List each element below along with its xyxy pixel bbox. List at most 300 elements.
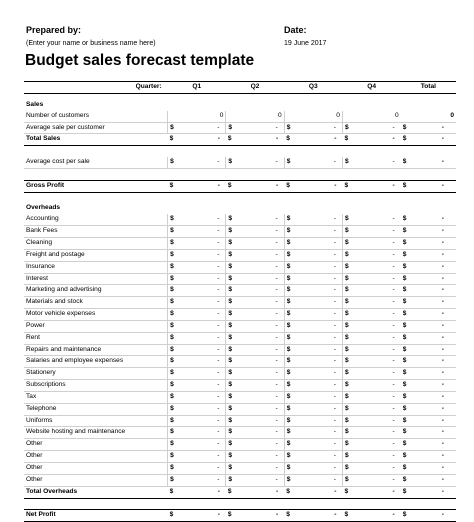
q1-cell[interactable] xyxy=(168,297,226,309)
currency-symbol: $ xyxy=(170,404,174,412)
q4-cell[interactable] xyxy=(342,226,400,238)
q3-cell[interactable] xyxy=(284,249,342,261)
currency-symbol: $ xyxy=(286,464,291,471)
q1-cell[interactable] xyxy=(168,356,226,368)
currency-symbol: $ xyxy=(228,392,233,400)
currency-symbol: $ xyxy=(344,440,349,448)
currency-symbol: $ xyxy=(170,286,174,294)
cell-value: - xyxy=(217,238,220,246)
cell-value: - xyxy=(275,428,278,436)
empty-cell xyxy=(226,192,284,203)
currency-symbol: $ xyxy=(344,333,349,341)
q3-cell[interactable] xyxy=(284,368,342,380)
cell-value: - xyxy=(217,158,220,166)
currency-symbol: $ xyxy=(286,345,291,353)
total-cell xyxy=(401,134,456,146)
cell-value: - xyxy=(275,487,279,495)
q2-cell[interactable] xyxy=(226,391,284,403)
cell-value: - xyxy=(441,392,444,400)
q2-cell[interactable] xyxy=(226,474,284,486)
currency-symbol: $ xyxy=(228,381,233,389)
q1-cell xyxy=(168,486,226,498)
q2-cell[interactable] xyxy=(226,332,284,344)
empty-cell xyxy=(401,498,456,510)
q1-cell[interactable] xyxy=(168,380,226,392)
currency-symbol: $ xyxy=(228,345,233,353)
q4-cell[interactable] xyxy=(342,237,400,249)
total-cell xyxy=(401,403,456,415)
cell-value: - xyxy=(217,345,220,353)
row-label: Gross Profit xyxy=(24,180,168,192)
cell-value: - xyxy=(333,381,336,389)
overhead-row xyxy=(24,439,456,451)
q3-cell[interactable] xyxy=(284,261,342,273)
q2-cell[interactable] xyxy=(226,427,284,439)
currency-symbol: $ xyxy=(344,404,349,412)
q4-cell[interactable] xyxy=(342,451,400,463)
q4-cell[interactable] xyxy=(342,285,400,297)
currency-symbol: $ xyxy=(228,298,233,306)
q4-cell[interactable] xyxy=(342,403,400,415)
q3-cell[interactable] xyxy=(284,463,342,475)
total-cell xyxy=(401,122,456,134)
currency-symbol: $ xyxy=(228,475,233,483)
q1-cell xyxy=(168,134,226,146)
q4-cell[interactable] xyxy=(342,273,400,285)
q4-cell[interactable] xyxy=(342,320,400,332)
empty-cell xyxy=(226,498,284,510)
empty-cell xyxy=(24,498,168,510)
currency-symbol: $ xyxy=(170,392,174,400)
cell-value: - xyxy=(441,286,444,294)
cell-value: - xyxy=(217,321,220,329)
q1-cell[interactable] xyxy=(168,427,226,439)
q2-cell[interactable] xyxy=(226,380,284,392)
cell-value: - xyxy=(441,511,444,519)
q3-cell[interactable] xyxy=(284,344,342,356)
date-value[interactable]: 19 June 2017 xyxy=(284,40,327,47)
row-label: Accounting xyxy=(24,214,168,225)
row-average-sale xyxy=(24,122,456,134)
currency-symbol: $ xyxy=(344,357,349,365)
currency-symbol: $ xyxy=(402,310,407,318)
q3-cell[interactable] xyxy=(284,320,342,332)
cell-value: - xyxy=(392,274,395,282)
q1-cell[interactable] xyxy=(168,237,226,249)
cell-value: - xyxy=(217,511,220,519)
quarter-label: Quarter: xyxy=(24,82,168,94)
q1-cell[interactable] xyxy=(168,122,226,134)
q2-cell[interactable] xyxy=(226,439,284,451)
q1-customers[interactable]: 0 xyxy=(168,111,226,122)
q3-cell[interactable] xyxy=(284,157,342,168)
cell-value: - xyxy=(333,310,336,318)
currency-symbol: $ xyxy=(169,487,174,495)
cell-value: - xyxy=(275,321,278,329)
q4-cell[interactable] xyxy=(342,463,400,475)
q4-cell[interactable] xyxy=(342,391,400,403)
empty-cell xyxy=(342,192,400,203)
q1-cell[interactable] xyxy=(168,368,226,380)
q3-cell xyxy=(284,134,342,146)
empty-cell xyxy=(284,146,342,157)
empty-cell xyxy=(168,146,226,157)
total-cell xyxy=(401,486,456,498)
row-gross-profit xyxy=(24,180,456,192)
total-customers: 0 xyxy=(401,111,456,122)
total-cell xyxy=(401,261,456,273)
currency-symbol: $ xyxy=(402,333,407,341)
total-cell xyxy=(401,427,456,439)
row-label: Other xyxy=(24,474,168,486)
currency-symbol: $ xyxy=(402,428,407,436)
q4-cell[interactable] xyxy=(342,249,400,261)
currency-symbol: $ xyxy=(169,181,174,189)
q1-cell[interactable] xyxy=(168,332,226,344)
overhead-row xyxy=(24,368,456,380)
currency-symbol: $ xyxy=(344,286,349,294)
currency-symbol: $ xyxy=(170,333,174,341)
q2-customers[interactable]: 0 xyxy=(226,111,284,122)
total-cell xyxy=(401,510,456,522)
overhead-row xyxy=(24,226,456,238)
cell-value: - xyxy=(441,369,444,377)
q3-cell[interactable] xyxy=(284,427,342,439)
total-cell xyxy=(401,463,456,475)
cell-value: - xyxy=(333,475,336,483)
q1-cell[interactable] xyxy=(168,451,226,463)
currency-symbol: $ xyxy=(286,215,291,223)
q4-cell[interactable] xyxy=(342,380,400,392)
currency-symbol: $ xyxy=(170,475,174,483)
total-cell xyxy=(401,380,456,392)
prepared-by-value[interactable]: (Enter your name or business name here) xyxy=(26,40,156,47)
q4-cell[interactable] xyxy=(342,439,400,451)
q2-cell[interactable] xyxy=(226,451,284,463)
q3-cell[interactable] xyxy=(284,214,342,225)
overhead-row xyxy=(24,309,456,321)
q3-cell[interactable] xyxy=(284,403,342,415)
cell-value: - xyxy=(275,310,278,318)
currency-symbol: $ xyxy=(344,310,349,318)
currency-symbol: $ xyxy=(286,250,291,258)
budget-table xyxy=(24,81,456,522)
q3-cell[interactable] xyxy=(284,237,342,249)
cell-value: - xyxy=(275,286,278,294)
cell-value: - xyxy=(441,333,444,341)
currency-symbol: $ xyxy=(402,135,407,143)
total-cell xyxy=(401,320,456,332)
currency-symbol: $ xyxy=(228,215,233,223)
cell-value: - xyxy=(392,158,395,166)
currency-symbol: $ xyxy=(170,464,174,471)
currency-symbol: $ xyxy=(286,286,291,294)
currency-symbol: $ xyxy=(286,452,291,460)
currency-symbol: $ xyxy=(344,215,349,223)
spacer-row xyxy=(24,168,456,180)
row-label: Total Sales xyxy=(24,134,168,146)
cell-value: - xyxy=(392,464,395,471)
q2-cell[interactable] xyxy=(226,309,284,321)
row-label: Freight and postage xyxy=(24,249,168,261)
cell-value: - xyxy=(392,238,395,246)
q3-cell[interactable] xyxy=(284,451,342,463)
currency-symbol: $ xyxy=(170,298,174,306)
q1-cell[interactable] xyxy=(168,463,226,475)
currency-symbol: $ xyxy=(344,298,349,306)
row-average-cost xyxy=(24,157,456,168)
row-label: Motor vehicle expenses xyxy=(24,309,168,321)
q2-cell[interactable] xyxy=(226,368,284,380)
q2-cell[interactable] xyxy=(226,285,284,297)
cell-value: - xyxy=(275,123,278,131)
q2-cell[interactable] xyxy=(226,157,284,168)
cell-value: - xyxy=(275,464,278,471)
currency-symbol: $ xyxy=(344,262,349,270)
column-header-q2: Q2 xyxy=(226,82,284,94)
q4-customers[interactable]: 0 xyxy=(342,111,400,122)
q2-cell[interactable] xyxy=(226,463,284,475)
cell-value: - xyxy=(441,181,444,189)
cell-value: - xyxy=(275,333,278,341)
cell-value: - xyxy=(333,321,336,329)
row-label: Website hosting and maintenance xyxy=(24,427,168,439)
cell-value: - xyxy=(392,310,395,318)
currency-symbol: $ xyxy=(344,227,349,235)
q3-cell[interactable] xyxy=(284,285,342,297)
q4-cell[interactable] xyxy=(342,415,400,427)
cell-value: - xyxy=(217,487,220,495)
cell-value: - xyxy=(441,227,444,235)
cell-value: - xyxy=(275,381,278,389)
cell-value: - xyxy=(392,345,395,353)
total-cell xyxy=(401,451,456,463)
total-cell xyxy=(401,285,456,297)
cell-value: - xyxy=(275,298,278,306)
q2-cell[interactable] xyxy=(226,403,284,415)
cell-value: - xyxy=(217,428,220,436)
q4-cell[interactable] xyxy=(342,427,400,439)
currency-symbol: $ xyxy=(286,404,291,412)
empty-cell xyxy=(401,203,456,214)
q2-cell[interactable] xyxy=(226,273,284,285)
q2-cell[interactable] xyxy=(226,297,284,309)
currency-symbol: $ xyxy=(344,158,349,166)
q4-cell[interactable] xyxy=(342,122,400,134)
currency-symbol: $ xyxy=(170,345,174,353)
currency-symbol: $ xyxy=(402,215,407,223)
section-label: Overheads xyxy=(26,204,61,212)
cell-value: - xyxy=(217,310,220,318)
cell-value: - xyxy=(217,392,220,400)
currency-symbol: $ xyxy=(402,321,407,329)
currency-symbol: $ xyxy=(227,511,232,519)
total-cell xyxy=(401,237,456,249)
q2-cell[interactable] xyxy=(226,356,284,368)
cell-value: - xyxy=(333,215,336,223)
q4-cell[interactable] xyxy=(342,214,400,225)
q1-cell[interactable] xyxy=(168,285,226,297)
q3-cell[interactable] xyxy=(284,356,342,368)
currency-symbol: $ xyxy=(228,286,233,294)
total-cell xyxy=(401,368,456,380)
q3-cell xyxy=(284,180,342,192)
currency-symbol: $ xyxy=(286,369,291,377)
q4-cell[interactable] xyxy=(342,356,400,368)
q2-cell[interactable] xyxy=(226,226,284,238)
q2-cell[interactable] xyxy=(226,249,284,261)
empty-cell xyxy=(342,100,400,111)
spacer-row xyxy=(24,498,456,510)
overhead-row xyxy=(24,320,456,332)
q3-cell[interactable] xyxy=(284,439,342,451)
currency-symbol: $ xyxy=(170,321,174,329)
cell-value: - xyxy=(333,345,336,353)
q1-cell[interactable] xyxy=(168,474,226,486)
q3-cell[interactable] xyxy=(284,415,342,427)
currency-symbol: $ xyxy=(402,158,407,166)
cell-value: - xyxy=(333,298,336,306)
total-cell xyxy=(401,273,456,285)
currency-symbol: $ xyxy=(402,238,407,246)
overhead-row xyxy=(24,463,456,475)
currency-symbol: $ xyxy=(344,250,349,258)
overhead-row xyxy=(24,403,456,415)
overhead-row xyxy=(24,427,456,439)
q3-cell[interactable] xyxy=(284,332,342,344)
overhead-row xyxy=(24,344,456,356)
section-sales xyxy=(24,100,456,111)
currency-symbol: $ xyxy=(228,369,233,377)
currency-symbol: $ xyxy=(286,511,290,519)
row-label: Cleaning xyxy=(24,237,168,249)
section-overheads xyxy=(24,203,456,214)
currency-symbol: $ xyxy=(286,181,290,189)
currency-symbol: $ xyxy=(402,123,407,131)
q3-cell[interactable] xyxy=(284,380,342,392)
currency-symbol: $ xyxy=(402,369,407,377)
overhead-row xyxy=(24,285,456,297)
currency-symbol: $ xyxy=(402,392,407,400)
cell-value: - xyxy=(275,511,279,519)
q3-cell[interactable] xyxy=(284,226,342,238)
q2-cell[interactable] xyxy=(226,344,284,356)
q2-cell[interactable] xyxy=(226,320,284,332)
q4-cell[interactable] xyxy=(342,474,400,486)
empty-cell xyxy=(284,498,342,510)
q1-cell[interactable] xyxy=(168,249,226,261)
cell-value: - xyxy=(392,298,395,306)
empty-cell xyxy=(284,203,342,214)
q4-cell[interactable] xyxy=(342,297,400,309)
q2-cell[interactable] xyxy=(226,214,284,225)
overhead-row xyxy=(24,297,456,309)
empty-cell xyxy=(226,146,284,157)
cell-value: - xyxy=(333,369,336,377)
currency-symbol: $ xyxy=(344,345,349,353)
total-cell xyxy=(401,356,456,368)
currency-symbol: $ xyxy=(170,440,174,448)
q3-cell[interactable] xyxy=(284,309,342,321)
q3-customers[interactable]: 0 xyxy=(284,111,342,122)
q1-cell[interactable] xyxy=(168,261,226,273)
currency-symbol: $ xyxy=(228,262,233,270)
currency-symbol: $ xyxy=(228,333,233,341)
q1-cell[interactable] xyxy=(168,344,226,356)
currency-symbol: $ xyxy=(344,274,349,282)
currency-symbol: $ xyxy=(228,310,233,318)
q1-cell[interactable] xyxy=(168,214,226,225)
currency-symbol: $ xyxy=(286,416,291,424)
q1-cell[interactable] xyxy=(168,320,226,332)
q1-cell[interactable] xyxy=(168,273,226,285)
spacer-row xyxy=(24,146,456,157)
cell-value: - xyxy=(275,369,278,377)
q1-cell[interactable] xyxy=(168,439,226,451)
empty-cell xyxy=(284,168,342,180)
currency-symbol: $ xyxy=(170,381,174,389)
q1-cell[interactable] xyxy=(168,415,226,427)
currency-symbol: $ xyxy=(286,158,291,166)
q3-cell[interactable] xyxy=(284,273,342,285)
q2-cell[interactable] xyxy=(226,415,284,427)
currency-symbol: $ xyxy=(402,511,407,519)
cell-value: - xyxy=(441,452,444,460)
cell-value: - xyxy=(217,215,220,223)
q3-cell[interactable] xyxy=(284,297,342,309)
q2-cell[interactable] xyxy=(226,237,284,249)
q4-cell[interactable] xyxy=(342,332,400,344)
currency-symbol: $ xyxy=(228,404,233,412)
q1-cell[interactable] xyxy=(168,226,226,238)
cell-value: - xyxy=(441,158,444,166)
cell-value: - xyxy=(392,333,395,341)
currency-symbol: $ xyxy=(344,428,349,436)
q3-cell[interactable] xyxy=(284,122,342,134)
empty-cell xyxy=(401,192,456,203)
currency-symbol: $ xyxy=(286,310,291,318)
empty-cell xyxy=(226,203,284,214)
q1-cell[interactable] xyxy=(168,391,226,403)
q3-cell[interactable] xyxy=(284,391,342,403)
overhead-row xyxy=(24,273,456,285)
q4-cell[interactable] xyxy=(342,309,400,321)
row-label: Telephone xyxy=(24,403,168,415)
q2-cell[interactable] xyxy=(226,122,284,134)
cell-value: - xyxy=(392,123,395,131)
q1-cell[interactable] xyxy=(168,157,226,168)
cell-value: - xyxy=(217,381,220,389)
q4-cell[interactable] xyxy=(342,344,400,356)
currency-symbol: $ xyxy=(344,381,349,389)
q1-cell[interactable] xyxy=(168,309,226,321)
cell-value: - xyxy=(441,250,444,258)
currency-symbol: $ xyxy=(402,357,407,365)
q3-cell[interactable] xyxy=(284,474,342,486)
spacer-row xyxy=(24,192,456,203)
q4-cell[interactable] xyxy=(342,368,400,380)
currency-symbol: $ xyxy=(228,274,233,282)
q1-cell[interactable] xyxy=(168,403,226,415)
cell-value: - xyxy=(334,511,337,519)
currency-symbol: $ xyxy=(402,227,407,235)
q4-cell[interactable] xyxy=(342,261,400,273)
currency-symbol: $ xyxy=(344,464,349,471)
q2-cell[interactable] xyxy=(226,261,284,273)
cell-value: - xyxy=(441,310,444,318)
cell-value: - xyxy=(333,392,336,400)
q4-cell[interactable] xyxy=(342,157,400,168)
